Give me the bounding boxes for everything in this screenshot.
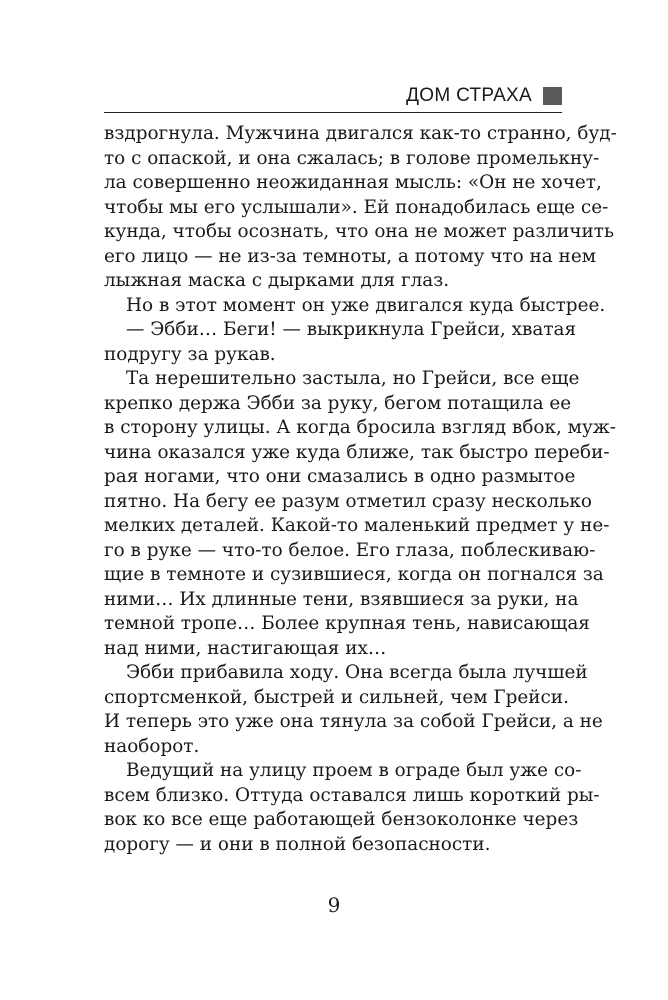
- text-line: то с опаской, и она сжалась; в голове промелькну-: [104, 147, 600, 169]
- text-line: подругу за рукав.: [104, 343, 276, 365]
- text-line: вздрогнула. Мужчина двигался как-то странно, буд-: [104, 123, 617, 144]
- text-line: над ними, настигающая их…: [104, 637, 387, 659]
- text-line: дорогу — и они в полной безопасности.: [104, 833, 491, 855]
- page-number: 9: [327, 893, 341, 917]
- text-line: чтобы мы его услышали». Ей понадобилась еще се-: [104, 196, 609, 218]
- text-line: пятно. На бегу ее разум отметил сразу несколько: [104, 490, 592, 512]
- text-line: ла совершенно неожиданная мысль: «Он не хочет,: [104, 172, 602, 193]
- text-line: щие в темноте и сузившиеся, когда он погнался за: [104, 564, 604, 585]
- body-text: [104, 122, 617, 857]
- header-square-icon: [543, 87, 562, 105]
- text-line: всем близко. Оттуда оставался лишь короткий ры-: [104, 784, 600, 806]
- text-line: Ведущий на улицу проем в ограде был уже со-: [126, 760, 582, 781]
- text-line: Та нерешительно застыла, но Грейси, все еще: [126, 368, 580, 389]
- running-header: [104, 82, 562, 113]
- text-line: спортсменкой, быстрей и сильней, чем Грейси.: [104, 686, 569, 708]
- text-line: — Эбби… Беги! — выкрикнула Грейси, хватая: [126, 319, 577, 340]
- running-title: ДОМ СТРАХА: [406, 85, 532, 106]
- text-line: И теперь это уже она тянула за собой Грейси, а не: [104, 711, 603, 732]
- text-line: его лицо — не из-за темноты, а потому что на нем: [104, 245, 597, 267]
- text-line: вок ко все еще работающей бензоколонке через: [104, 809, 579, 830]
- text-line: чина оказался уже куда ближе, так быстро переби-: [104, 441, 610, 463]
- text-line: Но в этот момент он уже двигался куда быстрее.: [126, 294, 606, 316]
- text-line: рая ногами, что они смазались в одно размытое: [104, 466, 576, 487]
- text-line: темной тропе… Более крупная тень, нависающая: [104, 613, 590, 634]
- text-line: Эбби прибавила ходу. Она всегда была лучшей: [126, 662, 588, 683]
- text-line: го в руке — что-то белое. Его глаза, поблескиваю-: [104, 539, 596, 561]
- text-line: наоборот.: [104, 735, 200, 757]
- text-line: в сторону улицы. А когда бросила взгляд вбок, муж-: [104, 417, 616, 438]
- text-line: крепко держа Эбби за руку, бегом потащила ее: [104, 392, 572, 414]
- text-line: ними… Их длинные тени, взявшиеся за руки, на: [104, 588, 579, 610]
- text-line: лыжная маска с дырками для глаз.: [104, 270, 450, 291]
- text-line: мелких деталей. Какой-то маленький предмет у не-: [104, 515, 610, 536]
- text-line: кунда, чтобы осознать, что она не может различить: [104, 221, 614, 242]
